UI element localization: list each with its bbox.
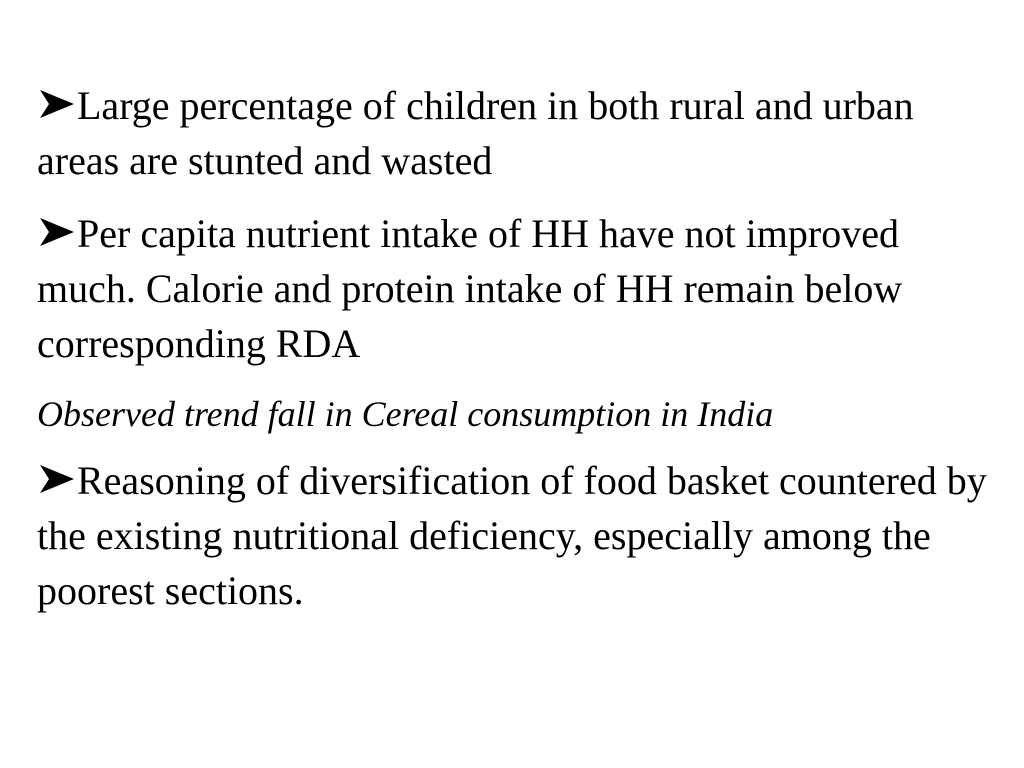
italic-subheading (37, 389, 987, 439)
bullet-paragraph-1 (37, 78, 987, 188)
slide-content (37, 78, 987, 636)
bullet-text-2: Per capita nutrient intake of HH have not improved much. Calorie and protein intake of HH remain below corresponding RDA (37, 211, 903, 366)
bullet-paragraph-2 (37, 206, 987, 371)
arrow-bullet-icon (37, 88, 77, 120)
bullet-text-1: Large percentage of children in both rural and urban areas are stunted and wasted (37, 83, 914, 183)
italic-subheading-text: Observed trend fall in Cereal consumption in India (37, 394, 774, 434)
arrow-bullet-icon (37, 463, 77, 495)
bullet-text-3: Reasoning of diversification of food basket countered by the existing nutritional deficiency, especially among the poorest sections. (37, 458, 987, 613)
arrow-bullet-icon (37, 216, 77, 248)
bullet-paragraph-3 (37, 453, 987, 618)
